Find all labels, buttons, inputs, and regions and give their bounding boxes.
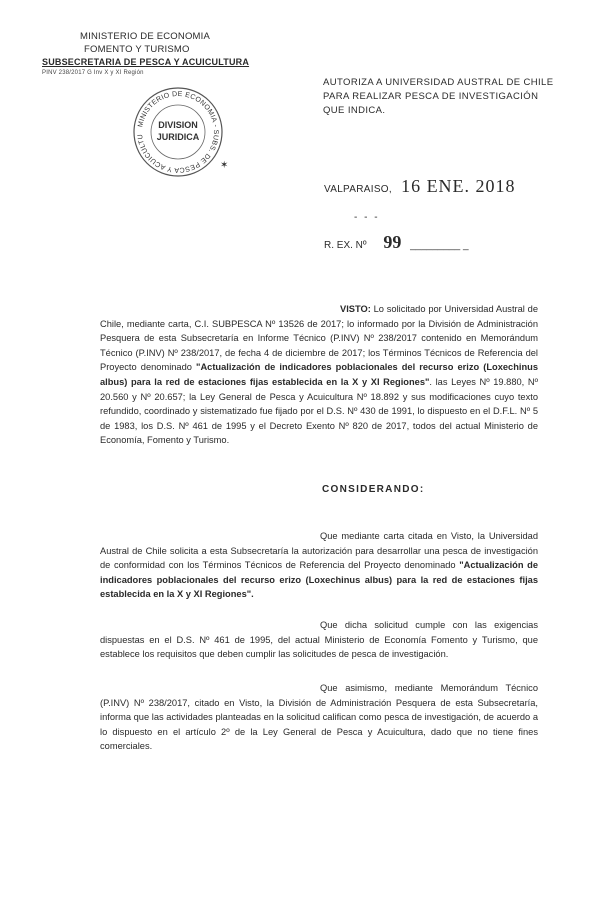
rex-label: R. EX. Nº (324, 240, 367, 251)
considerando-1-end: . (251, 589, 254, 600)
visto-text-1: Lo solicitado por Universidad Austral de Chile, mediante carta, C.I. SUBPESCA Nº 13526 de 2017; lo informado por la División de Administración Pesquera de esta Subsecretaría en Informe Técnico (P.INV) Nº 238/2017 contenido en Memorándum Técnico (P.INV) Nº 238/2017, de fecha 4 de diciembre de 2017; los Términos Técnicos de Referencia del Proyecto denominado (100, 304, 538, 373)
division-juridica-stamp (130, 84, 229, 180)
ministry-name: MINISTERIO DE ECONOMIA (80, 31, 211, 42)
considerando-heading: CONSIDERANDO: (322, 484, 425, 495)
considerando-1-project-name: "Actualización de indicadores poblacionales del recurso erizo (Loxechinus albus) para la red de estaciones fijas establecida en la X y XI Regiones" (100, 560, 538, 600)
letterhead (42, 30, 250, 77)
considerando-paragraph-2: Que dicha solicitud cumple con las exigencias dispuestas en el D.S. Nº 461 de 1995, del actual Ministerio de Economía Fomento y Turismo, que establece los requisitos que deben cumplir las solicitudes de pesca de investigación. (100, 620, 538, 660)
separator-dashes: - - - (354, 212, 380, 223)
city: VALPARAISO, (324, 184, 392, 195)
visto-text-2: . las Leyes Nº 19.880, Nº 20.560 y Nº 20.657; la Ley General de Pesca y Acuicultura Nº 18.892 y sus modificaciones cuyo texto refundido, coordinado y sistematizado fue fijado por el D.S. Nº 430 de 1991, lo dispuesto en el D.F.L. Nº 5 de 1983, los D.S. Nº 461 de 1995 y el Decreto Exento Nº 820 de 2017, todos del actual Ministerio de Economía, Fomento y Turismo. (100, 376, 538, 446)
reference-note: PINV 238/2017 G Inv X y XI Región (42, 70, 144, 76)
considerando-paragraph-3: Que asimismo, mediante Memorándum Técnico (P.INV) Nº 238/2017, citado en Visto, la División de Administración Pesquera de esta Subsecretaría, informa que las actividades planteadas en la solicitud califican como pesca de investigación, de acuerdo a lo dispuesto en el artículo 2º de la Ley General de Pesca y Acuicultura, dado que no tiene fines comerciales. (100, 683, 538, 752)
visto-project-name: "Actualización de indicadores poblacionales del recurso erizo (Loxechinus albus) para la red de estaciones fijas establecida en la X y XI Regiones" (100, 362, 539, 387)
stamp-seal-icon (130, 84, 229, 180)
date-stamp: 16 ENE. 2018 (401, 176, 516, 196)
rex-number: 99 (383, 232, 402, 252)
stamp-center-line1: DIVISION (158, 120, 198, 130)
stamp-center-line2: JURIDICA (156, 132, 200, 142)
considerando-1-text: Que mediante carta citada en Visto, la Universidad Austral de Chile solicita a esta Subsecretaría la autorización para desarrollar una pesca de investigación de conformidad con los Términos Técnicos de Referencia del Proyecto denominado (100, 531, 538, 571)
place-date (324, 176, 516, 197)
rex-blank: _________ _ (410, 240, 469, 251)
subsecretaria-name: SUBSECRETARIA DE PESCA Y ACUICULTURA (42, 57, 250, 67)
visto-paragraph (100, 302, 538, 448)
visto-label: VISTO: (340, 304, 371, 314)
resolution-title: AUTORIZA A UNIVERSIDAD AUSTRAL DE CHILE PARA REALIZAR PESCA DE INVESTIGACIÓN QUE INDICA. (323, 77, 554, 116)
resolution-number (324, 232, 469, 253)
ministry-subtitle: FOMENTO Y TURISMO (84, 44, 190, 55)
considerando-paragraph-1 (100, 529, 538, 602)
stamp-ring-text: MINISTERIO DE ECONOMIA - SUBS. DE PESCA Y ACUICULTU (136, 90, 220, 174)
star-icon: ✶ (220, 160, 229, 171)
